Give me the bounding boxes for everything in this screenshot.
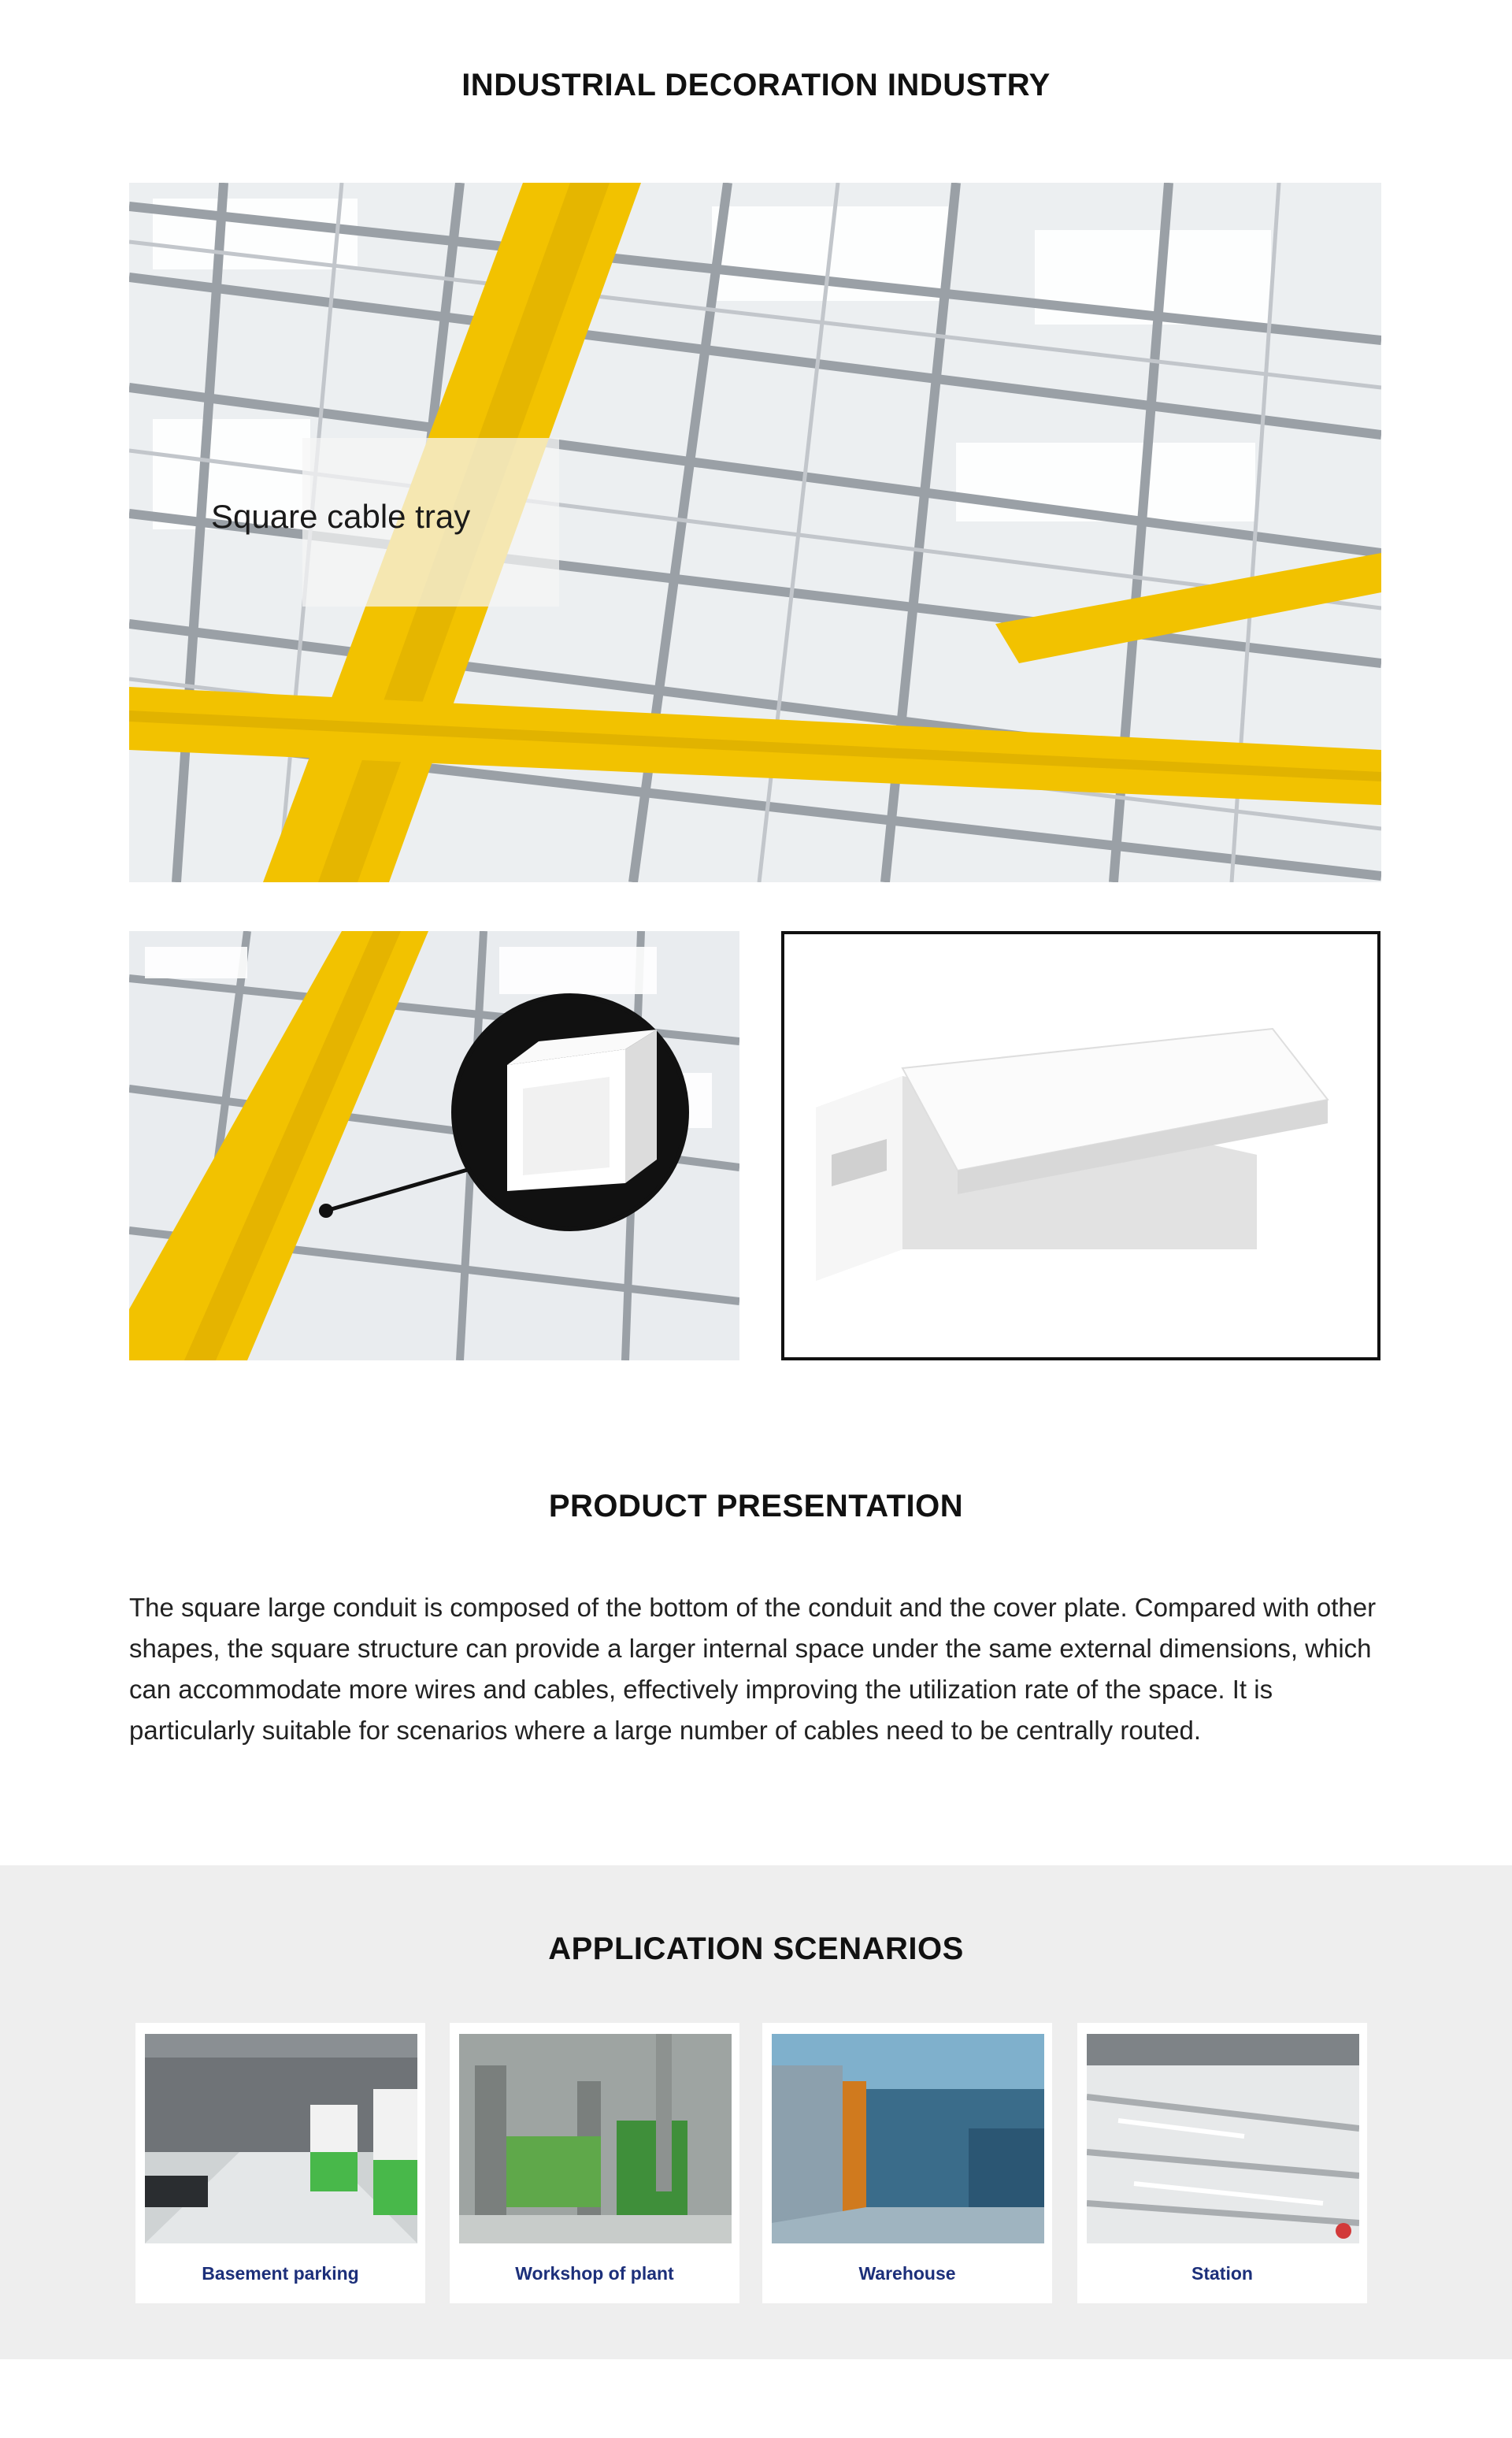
section-title-applications: APPLICATION SCENARIOS xyxy=(548,1931,964,1966)
scenario-label: Basement parking xyxy=(202,2263,359,2284)
scenario-card xyxy=(135,2023,425,2303)
scenario-image-workshop-of-plant xyxy=(459,2034,732,2243)
scenario-label: Warehouse xyxy=(858,2263,956,2284)
product-description: The square large conduit is composed of the bottom of the conduit and the cover plate. Compared with other shapes, the square structure can provide a larger internal space under the same external dimensions, which can accommodate more wires and cables, effectively improving the utilization rate of the space. It is particularly suitable for scenarios where a large number of cables need to be centrally routed. xyxy=(129,1593,1377,1745)
section-title-industrial: INDUSTRIAL DECORATION INDUSTRY xyxy=(461,68,1051,102)
hero-label: Square cable tray xyxy=(211,498,471,535)
scenario-label: Station xyxy=(1191,2263,1253,2284)
scenario-card xyxy=(450,2023,739,2303)
scenario-image-station xyxy=(1087,2034,1359,2243)
scenario-image-warehouse xyxy=(772,2034,1044,2243)
white-conduit-product-photo xyxy=(781,931,1380,1360)
scenario-image-basement-parking xyxy=(145,2034,417,2243)
cable-tray-closeup-photo xyxy=(129,931,739,1360)
section-title-product: PRODUCT PRESENTATION xyxy=(548,1489,964,1523)
scenario-label: Workshop of plant xyxy=(515,2263,674,2284)
scenario-card xyxy=(1077,2023,1367,2303)
scenario-card xyxy=(762,2023,1052,2303)
